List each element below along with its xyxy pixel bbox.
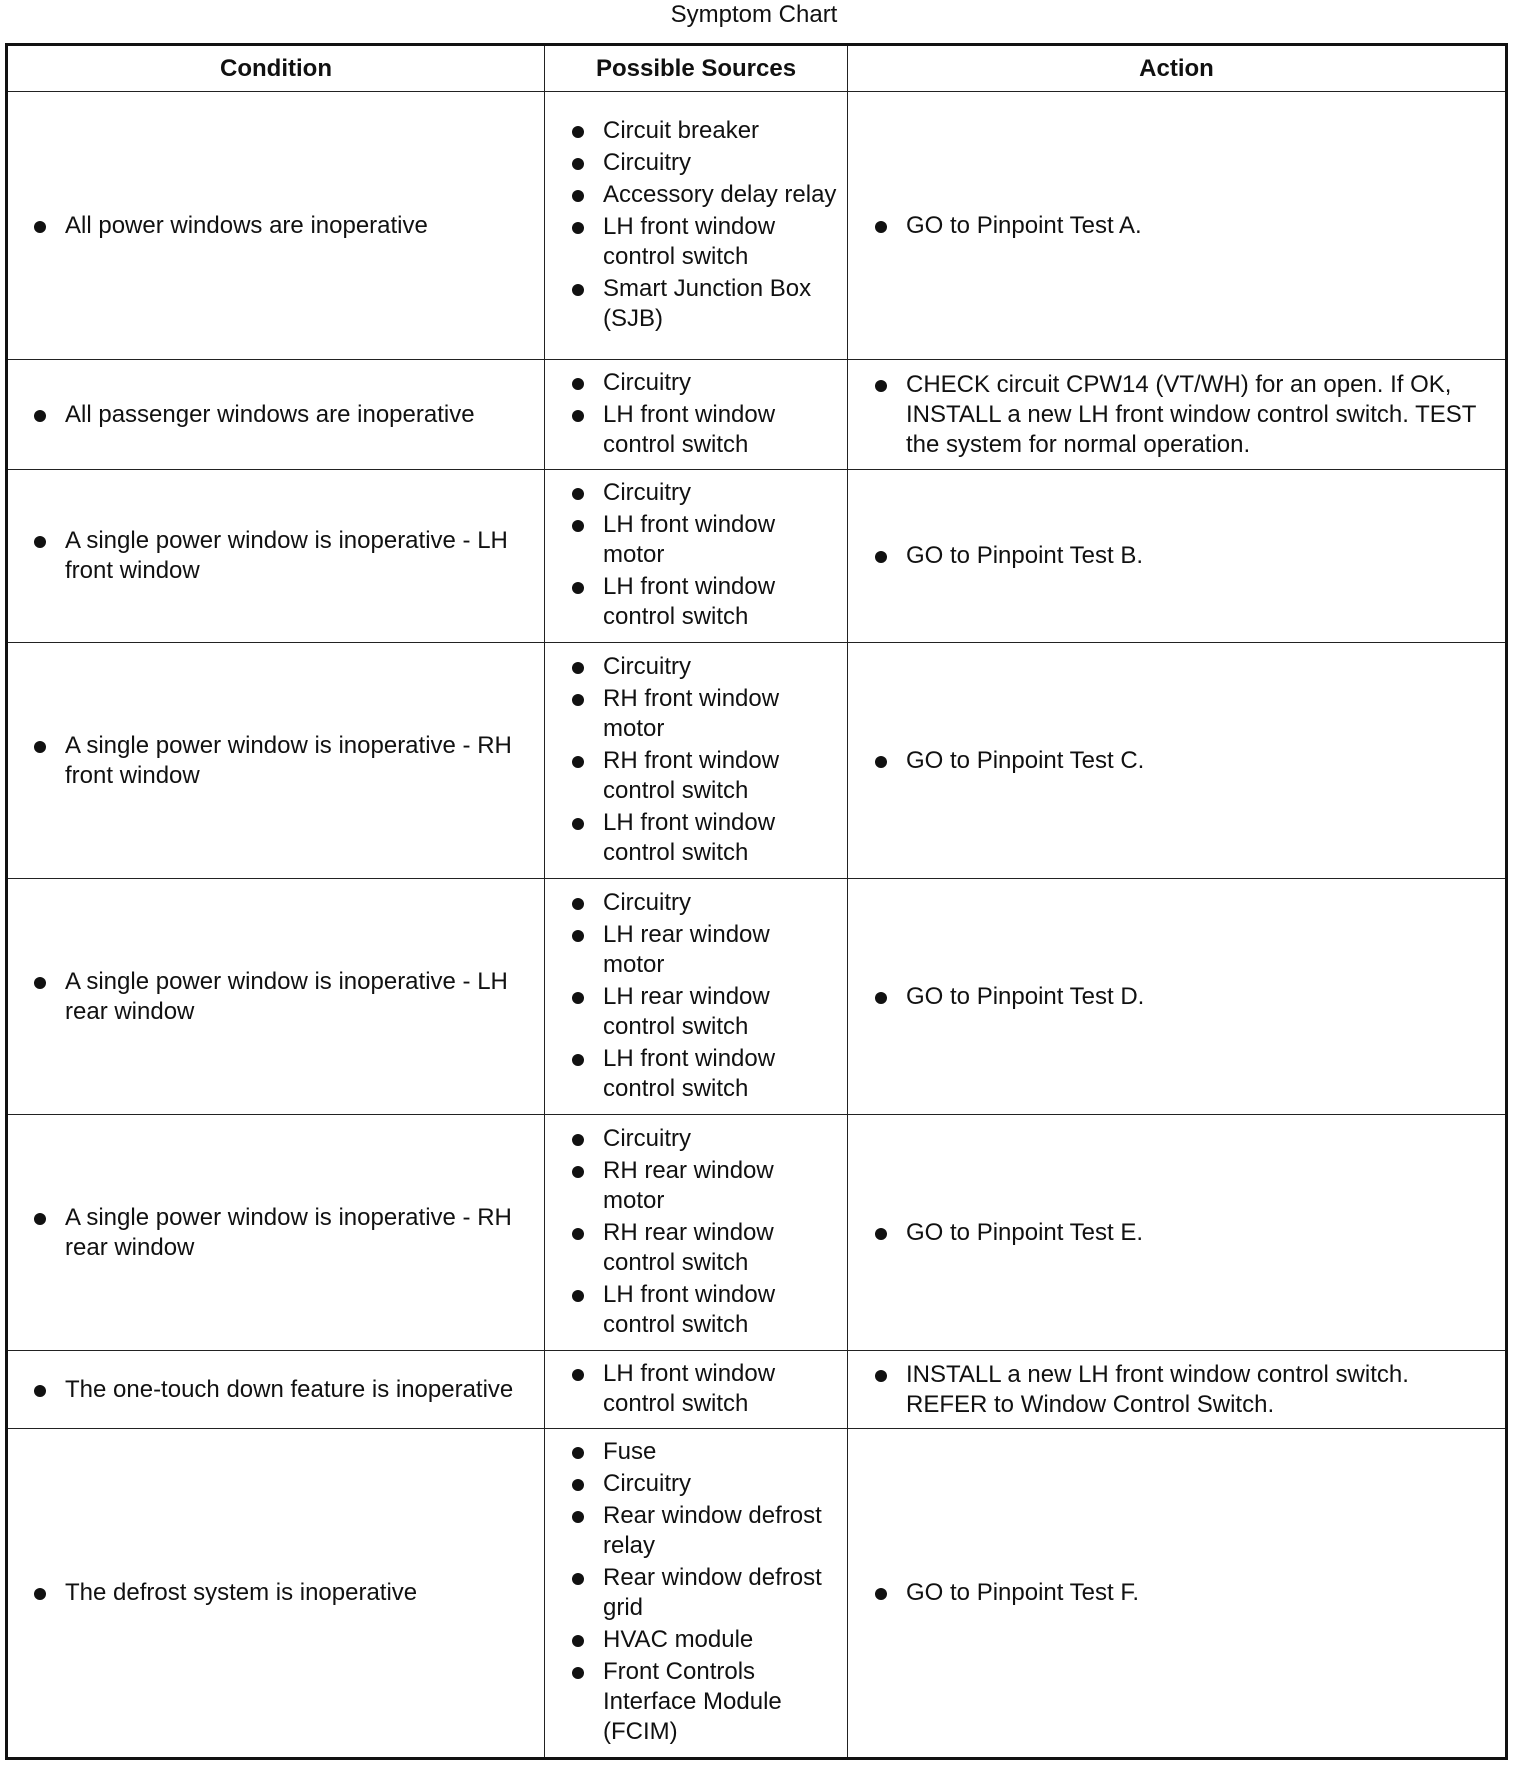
source-item: LH rear window control switch: [603, 982, 837, 1042]
condition-cell: [7, 643, 545, 879]
source-item: Smart Junction Box (SJB): [603, 274, 837, 334]
condition-text: A single power window is inoperative - RH rear window: [65, 1203, 536, 1263]
action-text: GO to Pinpoint Test C.: [906, 746, 1485, 776]
sources-cell: [545, 1429, 848, 1759]
source-item: LH front window control switch: [603, 1280, 837, 1340]
action-text: GO to Pinpoint Test A.: [906, 211, 1485, 241]
column-header-action: Action: [848, 45, 1507, 92]
condition-text: A single power window is inoperative - LH front window: [65, 526, 536, 586]
source-item: Circuitry: [603, 368, 837, 398]
condition-cell: [7, 879, 545, 1115]
table-row: [7, 1115, 1507, 1351]
action-text: INSTALL a new LH front window control switch. REFER to Window Control Switch.: [906, 1360, 1485, 1420]
table-row: [7, 470, 1507, 643]
source-item: LH front window control switch: [603, 1359, 837, 1419]
source-item: Front Controls Interface Module (FCIM): [603, 1657, 837, 1747]
source-item: HVAC module: [603, 1625, 837, 1655]
source-item: RH rear window control switch: [603, 1218, 837, 1278]
source-item: LH front window control switch: [603, 808, 837, 868]
condition-text: The one-touch down feature is inoperative: [65, 1375, 536, 1405]
condition-cell: [7, 360, 545, 470]
source-item: Circuitry: [603, 652, 837, 682]
table-row: [7, 879, 1507, 1115]
sources-cell: [545, 92, 848, 360]
action-text: GO to Pinpoint Test B.: [906, 541, 1485, 571]
table-row: [7, 643, 1507, 879]
source-item: Rear window defrost grid: [603, 1563, 837, 1623]
table-row: [7, 1429, 1507, 1759]
table-row: [7, 1351, 1507, 1429]
source-item: Circuitry: [603, 478, 837, 508]
source-item: RH front window motor: [603, 684, 837, 744]
source-item: Accessory delay relay: [603, 180, 837, 208]
condition-text: All power windows are inoperative: [65, 211, 536, 241]
source-item: Fuse: [603, 1437, 837, 1467]
condition-cell: [7, 1115, 545, 1351]
source-item: RH front window control switch: [603, 746, 837, 806]
sources-cell: [545, 1115, 848, 1351]
source-item: Circuit breaker: [603, 116, 837, 146]
action-text: GO to Pinpoint Test D.: [906, 982, 1485, 1012]
sources-cell: [545, 879, 848, 1115]
action-cell: [848, 92, 1507, 360]
source-item: Circuitry: [603, 1124, 837, 1154]
action-cell: [848, 470, 1507, 643]
source-item: LH front window control switch: [603, 572, 837, 632]
source-item: LH front window control switch: [603, 1044, 837, 1104]
action-text: GO to Pinpoint Test F.: [906, 1578, 1485, 1608]
header-row: [7, 45, 1507, 92]
condition-text: The defrost system is inoperative: [65, 1578, 536, 1608]
action-cell: [848, 879, 1507, 1115]
action-cell: [848, 643, 1507, 879]
action-text: CHECK circuit CPW14 (VT/WH) for an open. If OK, INSTALL a new LH front window control switch. TEST the system for normal operation.: [906, 370, 1485, 460]
sources-cell: [545, 360, 848, 470]
sources-cell: [545, 1351, 848, 1429]
condition-cell: [7, 1429, 545, 1759]
condition-cell: [7, 92, 545, 360]
action-cell: [848, 1351, 1507, 1429]
source-item: LH front window control switch: [603, 212, 837, 272]
table-row: [7, 92, 1507, 360]
sources-cell: [545, 643, 848, 879]
condition-text: A single power window is inoperative - LH rear window: [65, 967, 536, 1027]
symptom-chart-table: [5, 43, 1508, 1760]
action-cell: [848, 360, 1507, 470]
action-cell: [848, 1429, 1507, 1759]
column-header-sources: Possible Sources: [545, 45, 848, 92]
source-item: LH rear window motor: [603, 920, 837, 980]
source-item: Circuitry: [603, 148, 837, 178]
action-cell: [848, 1115, 1507, 1351]
action-text: GO to Pinpoint Test E.: [906, 1218, 1485, 1248]
table-row: [7, 360, 1507, 470]
condition-cell: [7, 470, 545, 643]
condition-text: A single power window is inoperative - RH front window: [65, 731, 536, 791]
source-item: Rear window defrost relay: [603, 1501, 837, 1561]
source-item: RH rear window motor: [603, 1156, 837, 1216]
source-item: Circuitry: [603, 888, 837, 918]
condition-cell: [7, 1351, 545, 1429]
condition-text: All passenger windows are inoperative: [65, 400, 536, 430]
source-item: LH front window motor: [603, 510, 837, 570]
source-item: LH front window control switch: [603, 400, 837, 460]
source-item: Circuitry: [603, 1469, 837, 1499]
column-header-condition: Condition: [7, 45, 545, 92]
sources-cell: [545, 470, 848, 643]
page-title: Symptom Chart: [670, 1, 838, 28]
